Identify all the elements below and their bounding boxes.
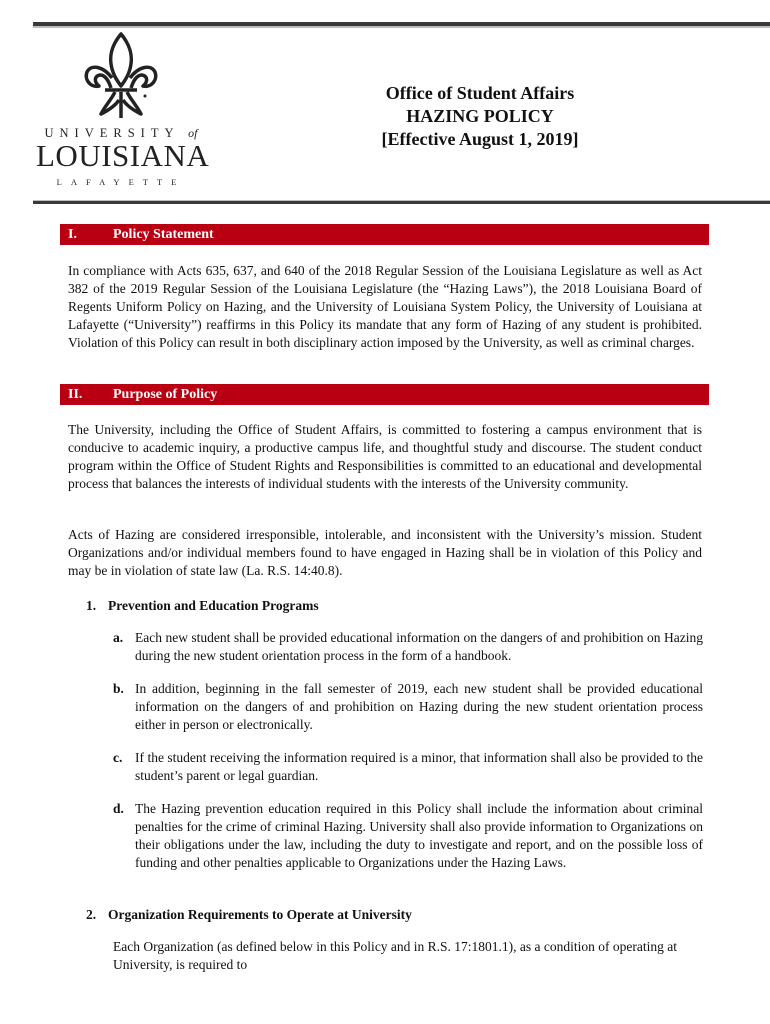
policy-title: HAZING POLICY bbox=[406, 106, 554, 126]
logo-lafayette-line: LAFAYETTE bbox=[56, 177, 186, 187]
section-number: I. bbox=[68, 227, 77, 242]
office-title: Office of Student Affairs bbox=[385, 83, 575, 103]
organization-requirements-paragraph: Each Organization (as defined below in this Policy and in R.S. 17:1801.1), as a condition of operating at University, is required to bbox=[113, 939, 678, 972]
document-title bbox=[330, 82, 630, 151]
item-heading-organization-requirements: 2. Organization Requirements to Operate at University bbox=[86, 907, 412, 922]
section-label: Purpose of Policy bbox=[113, 387, 218, 402]
university-logo bbox=[36, 30, 210, 187]
section-number: II. bbox=[68, 387, 83, 402]
logo-louisiana-line: LOUISIANA bbox=[36, 138, 210, 173]
logo-university-line: UNIVERSITY of bbox=[44, 126, 198, 140]
section-heading-purpose bbox=[60, 384, 709, 405]
fleur-de-lis-icon bbox=[81, 30, 161, 122]
list-item: c. If the student receiving the information required is a minor, that information shall also be provided to the student’s parent or legal guardian. bbox=[113, 750, 703, 783]
section-label: Policy Statement bbox=[113, 227, 214, 242]
list-item: a. Each new student shall be provided educational information on the dangers of and prohibition on Hazing during the new student orientation process in the form of a handbook. bbox=[113, 630, 703, 663]
purpose-paragraph-2: Acts of Hazing are considered irresponsible, intolerable, and inconsistent with the University’s mission. Student Organizations and/or individual members found to have engaged in Hazing shall be in violation of this Policy and may be in violation of state law (La. R.S. 14:40.8). bbox=[68, 527, 702, 578]
item-heading-prevention: 1. Prevention and Education Programs bbox=[86, 598, 319, 613]
purpose-paragraph-1: The University, including the Office of Student Affairs, is committed to fostering a campus environment that is conducive to academic inquiry, a productive campus life, and thoughtful study and discourse. The student conduct program within the Office of Student Rights and Responsibilities is committed to an educational and developmental process that balances the interests of individual students with the interests of the University community. bbox=[68, 422, 702, 491]
list-item: b. In addition, beginning in the fall semester of 2019, each new student shall be provided educational information on the dangers of and prohibition on Hazing during the new student orientation process either in person or electronically. bbox=[113, 681, 703, 732]
header-top-rule bbox=[33, 22, 770, 28]
list-item: d. The Hazing prevention education required in this Policy shall include the information about criminal penalties for the crime of criminal Hazing. University shall also provide information to Organizations on their obligations under the law, including the duty to investigate and report, and on the possible loss of funding and other penalties applicable to Organizations under the Hazing Laws. bbox=[113, 801, 703, 870]
section-heading-policy-statement bbox=[60, 224, 709, 245]
header-bottom-rule bbox=[33, 200, 770, 204]
effective-date: [Effective August 1, 2019] bbox=[381, 129, 579, 149]
policy-statement-paragraph: In compliance with Acts 635, 637, and 640 of the 2018 Regular Session of the Louisiana Legislature as well as Act 382 of the 2019 Regular Session of the Louisiana Legislature (the “Hazing Laws”), the 2018 Louisiana Board of Regents Uniform Policy on Hazing, and the University of Louisiana System Policy, the University of Louisiana at Lafayette (“University”) reaffirms in this Policy its mandate that any form of Hazing of any student is prohibited. Violation of this Policy can result in both disciplinary action imposed by the University, as well as criminal charges. bbox=[68, 263, 702, 350]
